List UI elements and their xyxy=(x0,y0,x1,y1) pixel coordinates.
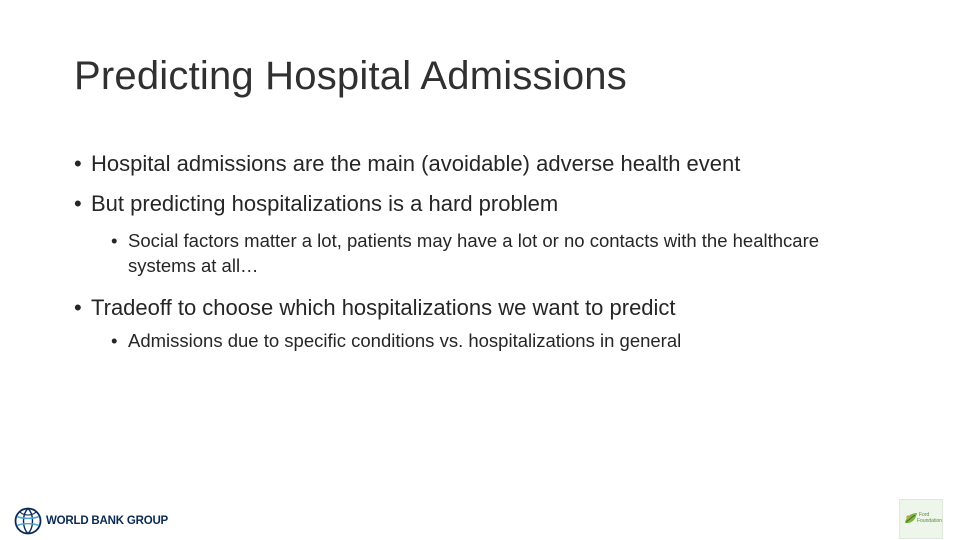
sub-bullet-3-1 xyxy=(111,328,888,353)
sub-bullet-2-1 xyxy=(111,228,888,278)
partner-logo xyxy=(899,499,943,539)
bullet-dot: • xyxy=(74,295,82,320)
sub-bullet-text: Social factors matter a lot, patients may have a lot or no contacts with the healthcare systems at all… xyxy=(128,230,820,276)
bullet-text: Hospital admissions are the main (avoidable) adverse health event xyxy=(91,151,741,176)
sub-bullet-dot: • xyxy=(111,230,118,251)
bullet-2 xyxy=(74,184,874,224)
globe-icon xyxy=(14,507,42,535)
spacer xyxy=(74,278,874,288)
slide-title: Predicting Hospital Admissions xyxy=(74,54,627,98)
bullet-3 xyxy=(74,288,874,328)
bullet-text: Tradeoff to choose which hospitalizations we want to predict xyxy=(91,295,676,320)
sub-bullet-text: Admissions due to specific conditions vs. hospitalizations in general xyxy=(128,330,682,351)
slide-body xyxy=(74,144,874,353)
bullet-dot: • xyxy=(74,191,82,216)
bullet-1 xyxy=(74,144,874,184)
bullet-text: But predicting hospitalizations is a hard problem xyxy=(91,191,559,216)
partner-logo-line1: Ford xyxy=(919,512,930,518)
partner-logo-line2: Foundation xyxy=(917,518,943,524)
world-bank-group-logo xyxy=(14,507,168,535)
world-bank-group-label: WORLD BANK GROUP xyxy=(46,515,169,527)
sub-bullet-dot: • xyxy=(111,330,118,351)
bullet-dot: • xyxy=(74,151,82,176)
